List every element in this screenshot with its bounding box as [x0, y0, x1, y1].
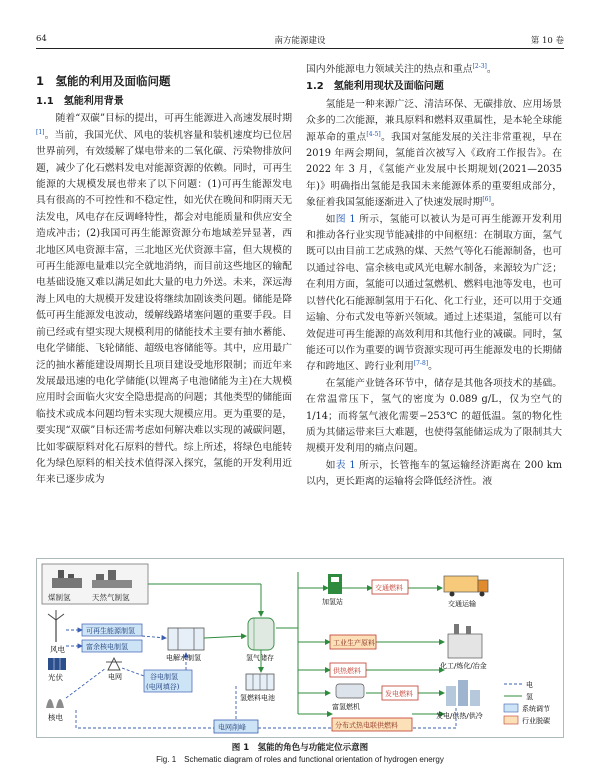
paragraph-continued [306, 62, 562, 78]
figure-link[interactable]: 图 1 [335, 213, 356, 225]
pv-label: 光伏 [48, 673, 63, 682]
paragraph-transport [306, 458, 562, 491]
legend-sys: 系统调节 [522, 705, 550, 713]
subsection-heading-1-2: 1.2 氢能利用现状及面临问题 [306, 81, 444, 93]
paragraph-storage: 在氢能产业链各环节中，储存是其他各项技术的基础。在常温常压下，氢气的密度为 0.089 g/L，仅为空气的 1/14；而将氢气液化需要−253℃ 的超低温。氢的物化性质为其储运带来巨大难题，也使得氢能储运成为了限制其大规模开发利用的痛点问题。 [306, 377, 562, 455]
storage-label: 氢气储存 [246, 654, 274, 662]
station-label: 加氢站 [322, 598, 343, 606]
wind-label: 风电 [50, 645, 65, 654]
paragraph-text: 所示，长管拖车的氢运输经济距离在 200 km 以内，更长距离的运输将会降低经济性。液 [306, 459, 562, 488]
grid-label: 电网 [108, 673, 122, 681]
paragraph-text: 。当前，我国光伏、风电的装机容量和装机速度均已位居世界前列，有效缓解了煤电带来的二氧化碳、污染物排放问题，减少了化石燃料发电对能源资源的依赖。同时，可再生能源的大规模发展也带来了以下问题：(1)可再生能源发电具有很高的不可控性和不稳定性，如光伏在晚间和阴雨天无法发电，风电存在反调峰特性，都会对电能质量和供应安全造成冲击；(2)我国可再生能源资源分布地域差异显著，西北地区风电资源丰富，三北地区光伏资源丰富，但大规模的可再生能源电量难以完全就地消纳，而目前这些地区的输配电基础设施又难以满足如此大量的电力外送。未来，深远海海上风电的大规模开发建设将继续加剧该类问题。储能是降低可再生能源发电波动，缓解线路堵塞问题的重要手段。目前已经或有望实现大规模利用的储能技术主要有抽水蓄能、电化学储能、飞轮储能、超级电容储能等。其中，应用最广泛的抽水蓄能建设周期长且项目建设受地形限制；而近年来发展最迅速的电化学储能(以锂离子电池储能为主)在大规模应用时会面临火灾安全隐患提高的问题；其他类型的储能面临技术或成本问题均暂未实现大规模应用。更为重要的是，要实现“双碳”目标还需考虑如何解决难以实现的减碳问题，比如零碳原料对化石原料的替代。综上所述，将绿色电能转化为绿色原料的相关技术值得深入探究，氢能的开发利用近年来已逐步成为 [36, 129, 292, 486]
chem-label: 化工/炼化/冶金 [440, 662, 487, 670]
svg-text:煤制氢 [48, 592, 71, 602]
grid-peak-label: 电网削峰 [218, 723, 246, 732]
industry-raw-label: 工业生产原料 [333, 639, 375, 647]
paragraph-text: 氢能是一种来源广泛、清洁环保、无碳排放、应用场景众多的二次能源，兼具原料和燃料双重属性，是本轮全球能源革命的重点 [306, 98, 562, 143]
paragraph-text: 。 [428, 361, 438, 373]
storage-tank-icon [248, 618, 274, 650]
legend-ind: 行业脱碳 [522, 717, 550, 725]
transport-fuel-label: 交通燃料 [375, 584, 403, 592]
fuel-cell-icon [246, 674, 274, 690]
paragraph-text: 如 [325, 459, 336, 471]
page-number: 64 [36, 34, 47, 44]
figure-caption-zh: 图 1 氢能的角色与功能定位示意图 [231, 743, 369, 753]
subsection-heading-1-1: 1.1 氢能利用背景 [36, 96, 124, 107]
paragraph-background [36, 111, 292, 488]
citation-ref[interactable]: [2-3] [472, 63, 487, 70]
table-link[interactable]: 表 1 [335, 459, 356, 471]
renewable-h2-label: 可再生能源制氢 [86, 627, 135, 635]
heating-fuel-label: 供热燃料 [333, 667, 361, 675]
figure-caption-en: Fig. 1 Schematic diagram of roles and functional orientation of hydrogen energy [156, 755, 444, 764]
citation-ref[interactable]: [4-5] [366, 130, 381, 138]
right-column [306, 62, 562, 491]
journal-title: 南方能源建设 [274, 36, 326, 46]
surplus-nuclear-label: 富余核电制氢 [86, 643, 128, 651]
gas-station-icon [328, 574, 342, 594]
valley-label: 谷电制氢 [150, 673, 178, 681]
citation-ref[interactable]: [6] [482, 196, 491, 204]
citation-ref[interactable]: [7-8] [413, 360, 429, 368]
section-heading: 1 氢能的利用及面临问题 [36, 74, 171, 88]
electrolysis-label: 电解水制氢 [166, 654, 201, 662]
hydrogen-role-diagram [36, 558, 564, 738]
paragraph-text: 。 [486, 64, 497, 75]
legend-elec: 电 [526, 681, 533, 689]
paragraph-hub [306, 212, 562, 376]
nuclear-label: 核电 [48, 713, 63, 722]
turbine-label: 富氢燃机 [332, 703, 360, 711]
paragraph-text: 。我国对氢能发展的关注非常重视，早在 2019 年两会期间，氢能首次被写入《政府工作报告》。在 2022 年 3 月，《氢能产业发展中长期规划(2021—2035 年)》明确指出氢能是我国未来能源体系的重要组成部分，象征着我国氢能逐渐进入了快速发展时期 [306, 131, 563, 209]
svg-text:天然气制氢 [92, 592, 130, 602]
paragraph-text: 如 [325, 213, 336, 225]
pv-icon [48, 658, 66, 670]
coal-gas-block [42, 564, 148, 604]
coal-label: 煤制氢 [48, 593, 71, 602]
turbine-icon [336, 684, 364, 698]
volume-label: 第 10 卷 [530, 36, 564, 46]
paragraph-text: 随着“双碳”目标的提出，可再生能源进入高速发展时期 [55, 113, 292, 125]
figure-1 [36, 558, 564, 738]
citation-ref[interactable]: [1] [36, 128, 45, 136]
left-column [36, 62, 292, 489]
paragraph-status [306, 97, 562, 212]
legend-h2: 氢 [526, 693, 533, 701]
power-fuel-label: 发电燃料 [385, 690, 413, 698]
gas-label: 天然气制氢 [92, 593, 130, 602]
paragraph-text: 国内外能源电力领域关注的热点和重点 [306, 64, 473, 75]
paragraph-text: 所示，氢能可以被认为是可再生能源开发利用和推动各行业实现节能减排的中间枢纽：在制取方面，氢气既可以由目前工艺成熟的煤、天然气等化石能源制备，也可以通过谷电、富余核电或风光电解水制备，来源较为广泛；在利用方面，氢能可以通过氢燃机、燃料电池等发电，也可以替代化石能源制氢用于石化、化工行业，还可以用于交通运输、分布式发电等新兴领域。通过上述渠道，氢能可以有效促进可再生能源的高效利用和其他行业的减碳。同时，氢能还可以作为重要的调节资源实现可再生能源发电的长期储存和跨地区、跨行业利用 [306, 213, 562, 373]
fuel-cell-label: 氢燃料电池 [240, 694, 275, 702]
running-header [36, 33, 564, 49]
end-use-label: 发电/供热/供冷 [436, 712, 483, 720]
paragraph-text: 。 [490, 197, 501, 209]
valley-sub-label: (电网填谷) [146, 683, 180, 691]
electrolyzer-icon [168, 628, 204, 650]
transport-label: 交通运输 [448, 600, 476, 608]
distributed-label: 分布式热电联供燃料 [335, 721, 398, 730]
